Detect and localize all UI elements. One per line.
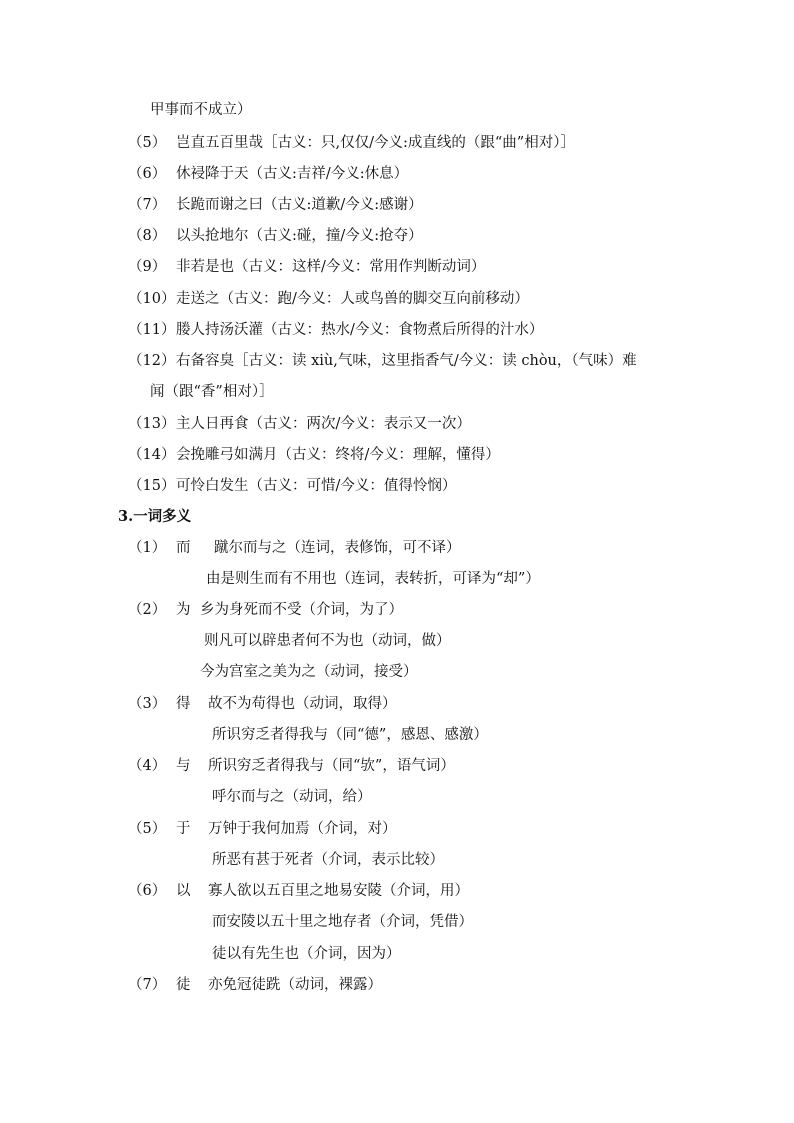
item-example: 则凡可以辟患者何不为也（动词，做） <box>204 633 451 649</box>
item-text: 右备容臭［古义：读 xiù,气味，这里指香气/今义：读 chòu，（气味）难 <box>176 353 637 369</box>
item-text: 休祲降于天（古义:吉祥/今义:休息） <box>176 166 409 182</box>
item-number: （1） <box>128 540 167 556</box>
item-example: 所识穷乏者得我与（同“德”，感恩、感激） <box>212 727 488 743</box>
item-text-continued: 闻（跟“香”相对）］ <box>150 384 274 400</box>
item-number: （7） <box>128 197 167 213</box>
item-example: 徒以有先生也（介词，因为） <box>212 946 401 962</box>
item-number: （7） <box>128 977 167 993</box>
item-text: 以头抢地尔（古义:碰，撞/今义:抢夺） <box>176 228 423 244</box>
item-word: 而 <box>176 540 191 556</box>
item-number: （5） <box>128 821 167 837</box>
item-number: （8） <box>128 228 167 244</box>
carry-line: 甲事而不成立） <box>150 102 252 118</box>
item-number: （6） <box>128 166 167 182</box>
item-number: （6） <box>128 883 167 899</box>
item-number: （9） <box>128 259 167 275</box>
item-example: 由是则生而有不用也（连词，表转折，可译为“却”） <box>206 571 540 587</box>
item-text: 可怜白发生（古义：可惜/今义：值得怜悯） <box>176 478 457 494</box>
item-number: （15） <box>128 478 176 494</box>
item-text: 媵人持汤沃灌（古义：热水/今义：食物煮后所得的汁水） <box>176 322 544 338</box>
item-example: 所识穷乏者得我与（同“欤”，语气词） <box>208 758 455 774</box>
item-example: 故不为苟得也（动词，取得） <box>208 696 397 712</box>
item-word: 于 <box>176 821 191 837</box>
item-number: （13） <box>128 416 176 432</box>
item-number: （12） <box>128 353 176 369</box>
item-example: 亦免冠徒跣（动词，裸露） <box>208 977 382 993</box>
item-word: 与 <box>176 758 191 774</box>
item-word: 得 <box>176 696 191 712</box>
item-number: （5） <box>128 135 167 151</box>
item-text: 岂直五百里哉［古义：只,仅仅/今义:成直线的（跟“曲”相对）］ <box>176 135 575 151</box>
item-number: （4） <box>128 758 167 774</box>
item-example: 呼尔而与之（动词，给） <box>212 789 372 805</box>
item-number: （14） <box>128 447 176 463</box>
section-title: 3.一词多义 <box>118 508 192 525</box>
item-text: 主人日再食（古义：两次/今义：表示又一次） <box>176 416 471 432</box>
item-example: 乡为身死而不受（介词，为了） <box>200 602 403 618</box>
item-example: 而安陵以五十里之地存者（介词，凭借） <box>212 914 473 930</box>
item-word: 徒 <box>176 977 191 993</box>
item-text: 非若是也（古义：这样/今义：常用作判断动词） <box>176 259 486 275</box>
item-number: （3） <box>128 696 167 712</box>
item-text: 长跪而谢之曰（古义:道歉/今义:感谢） <box>176 197 423 213</box>
item-number: （2） <box>128 602 167 618</box>
item-word: 以 <box>176 883 191 899</box>
item-example: 所恶有甚于死者（介词，表示比较） <box>212 852 444 868</box>
item-text: 会挽雕弓如满月（古义：终将/今义：理解，懂得） <box>176 447 500 463</box>
item-number: （11） <box>128 322 176 338</box>
item-number: （10） <box>128 291 176 307</box>
item-word: 为 <box>176 602 191 618</box>
item-text: 走送之（古义：跑/今义：人或鸟兽的脚交互向前移动） <box>176 291 529 307</box>
item-example: 蹴尔而与之（连词，表修饰，可不译） <box>214 540 461 556</box>
item-example: 寡人欲以五百里之地易安陵（介词，用） <box>208 883 469 899</box>
item-example: 万钟于我何加焉（介词，对） <box>208 821 397 837</box>
item-example: 今为宫室之美为之（动词，接受） <box>200 664 418 680</box>
